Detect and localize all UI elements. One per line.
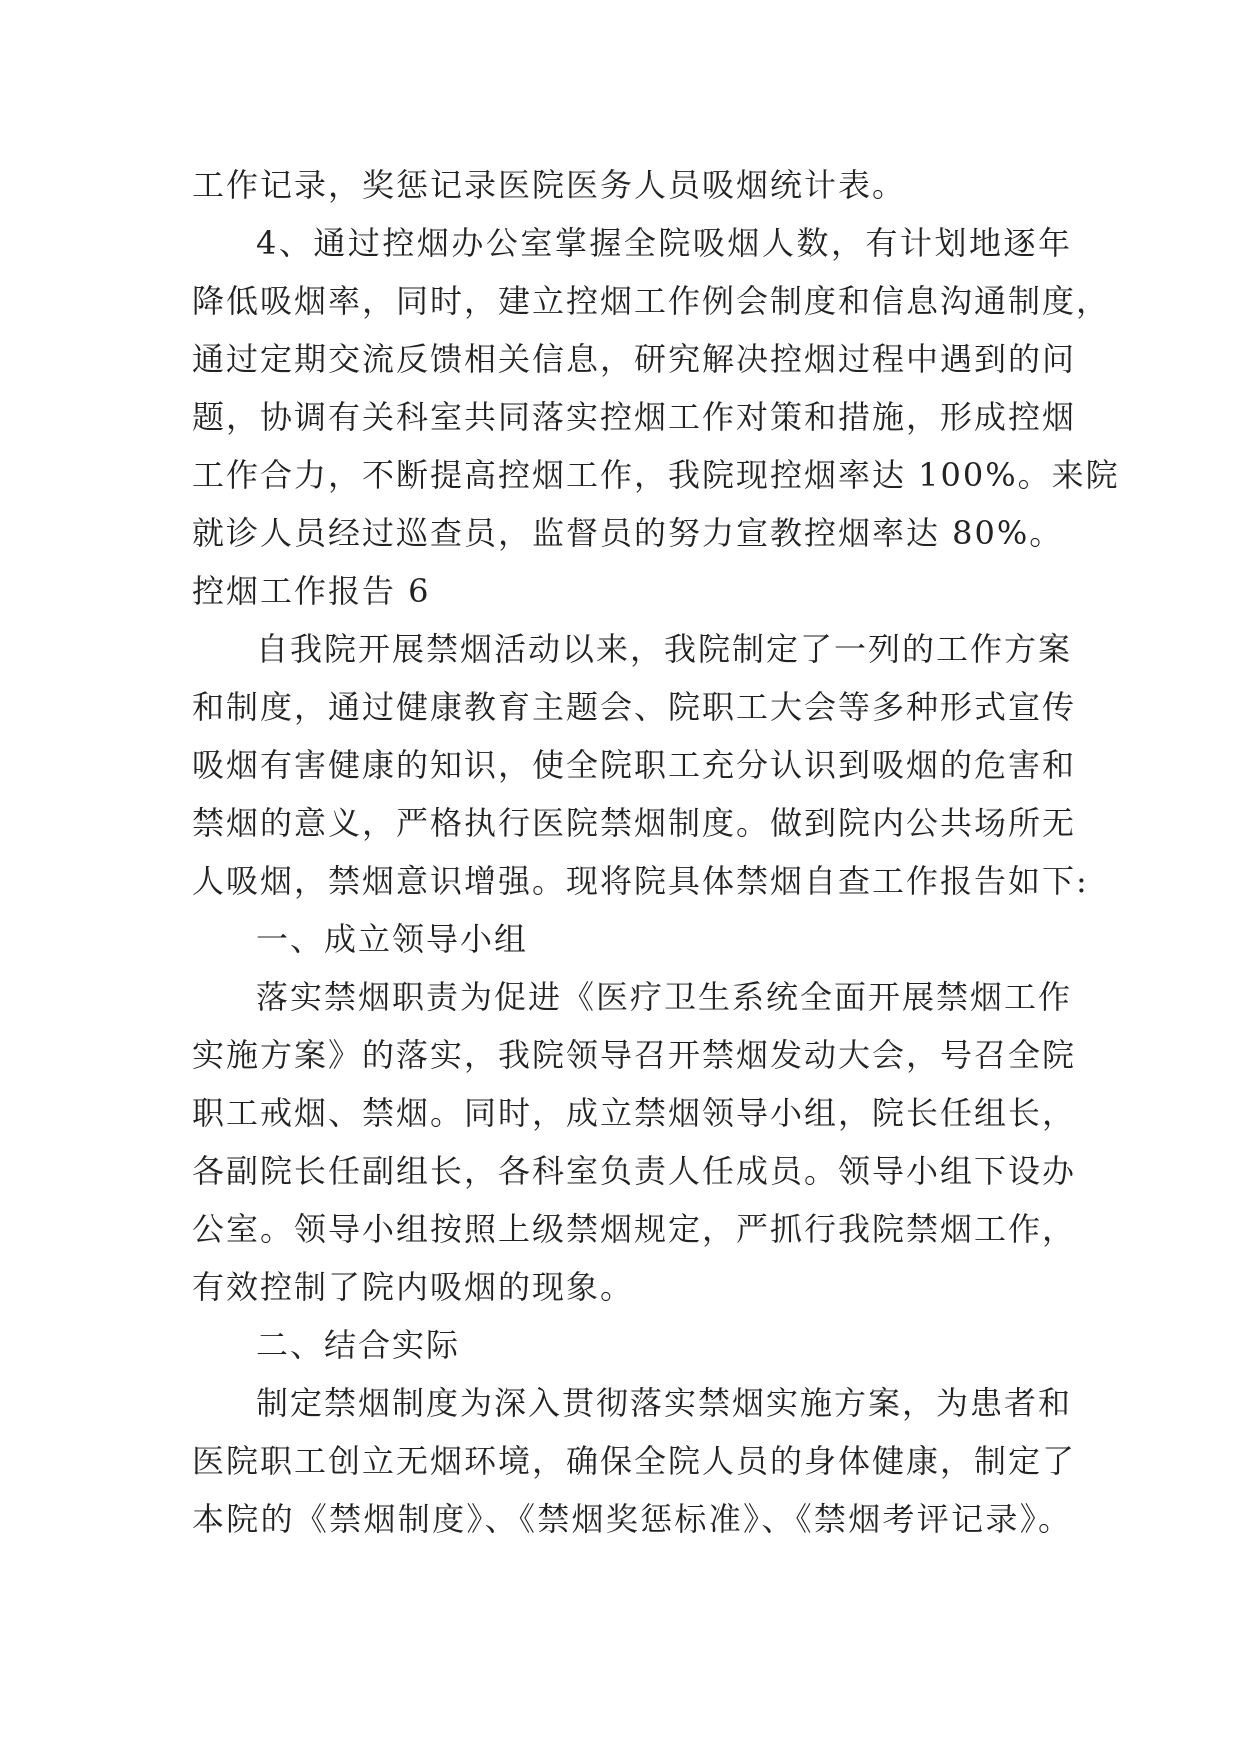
body-line: 自我院开展禁烟活动以来，我院制定了一列的工作方案 [256, 630, 1073, 668]
body-line: 各副院长任副组长，各科室负责人任成员。领导小组下设办 [192, 1152, 1077, 1190]
subsection-heading: 二、结合实际 [256, 1326, 461, 1364]
body-line: 制定禁烟制度为深入贯彻落实禁烟实施方案，为患者和 [256, 1384, 1073, 1422]
body-line: 吸烟有害健康的知识，使全院职工充分认识到吸烟的危害和 [192, 746, 1077, 784]
body-line: 降低吸烟率，同时，建立控烟工作例会制度和信息沟通制度， [192, 282, 1111, 320]
body-line: 工作合力，不断提高控烟工作，我院现控烟率达 100%。来院 [192, 456, 1120, 494]
subsection-heading: 一、成立领导小组 [256, 920, 529, 958]
body-line: 实施方案》的落实，我院领导召开禁烟发动大会，号召全院 [192, 1036, 1077, 1074]
document-body [192, 156, 1120, 1548]
body-line: 医院职工创立无烟环境，确保全院人员的身体健康，制定了 [192, 1442, 1077, 1480]
body-line: 就诊人员经过巡查员，监督员的努力宣教控烟率达 80%。 [192, 514, 1064, 552]
body-line: 有效控制了院内吸烟的现象。 [192, 1268, 635, 1306]
body-line: 和制度，通过健康教育主题会、院职工大会等多种形式宣传 [192, 688, 1077, 726]
body-line: 公室。领导小组按照上级禁烟规定，严抓行我院禁烟工作， [192, 1210, 1077, 1248]
body-line: 本院的《禁烟制度》、《禁烟奖惩标准》、《禁烟考评记录》。 [192, 1500, 1072, 1538]
body-line: 人吸烟，禁烟意识增强。现将院具体禁烟自查工作报告如下: [192, 862, 1089, 900]
body-line: 落实禁烟职责为促进《医疗卫生系统全面开展禁烟工作 [256, 978, 1073, 1016]
body-line: 职工戒烟、禁烟。同时，成立禁烟领导小组，院长任组长， [192, 1094, 1077, 1132]
body-line: 通过定期交流反馈相关信息，研究解决控烟过程中遇到的问 [192, 340, 1077, 378]
section-heading: 控烟工作报告 6 [192, 572, 431, 610]
body-line: 工作记录，奖惩记录医院医务人员吸烟统计表。 [192, 166, 907, 204]
body-line: 题，协调有关科室共同落实控烟工作对策和措施，形成控烟 [192, 398, 1077, 436]
body-line: 禁烟的意义，严格执行医院禁烟制度。做到院内公共场所无 [192, 804, 1077, 842]
body-line: 4、通过控烟办公室掌握全院吸烟人数，有计划地逐年 [256, 224, 1072, 262]
